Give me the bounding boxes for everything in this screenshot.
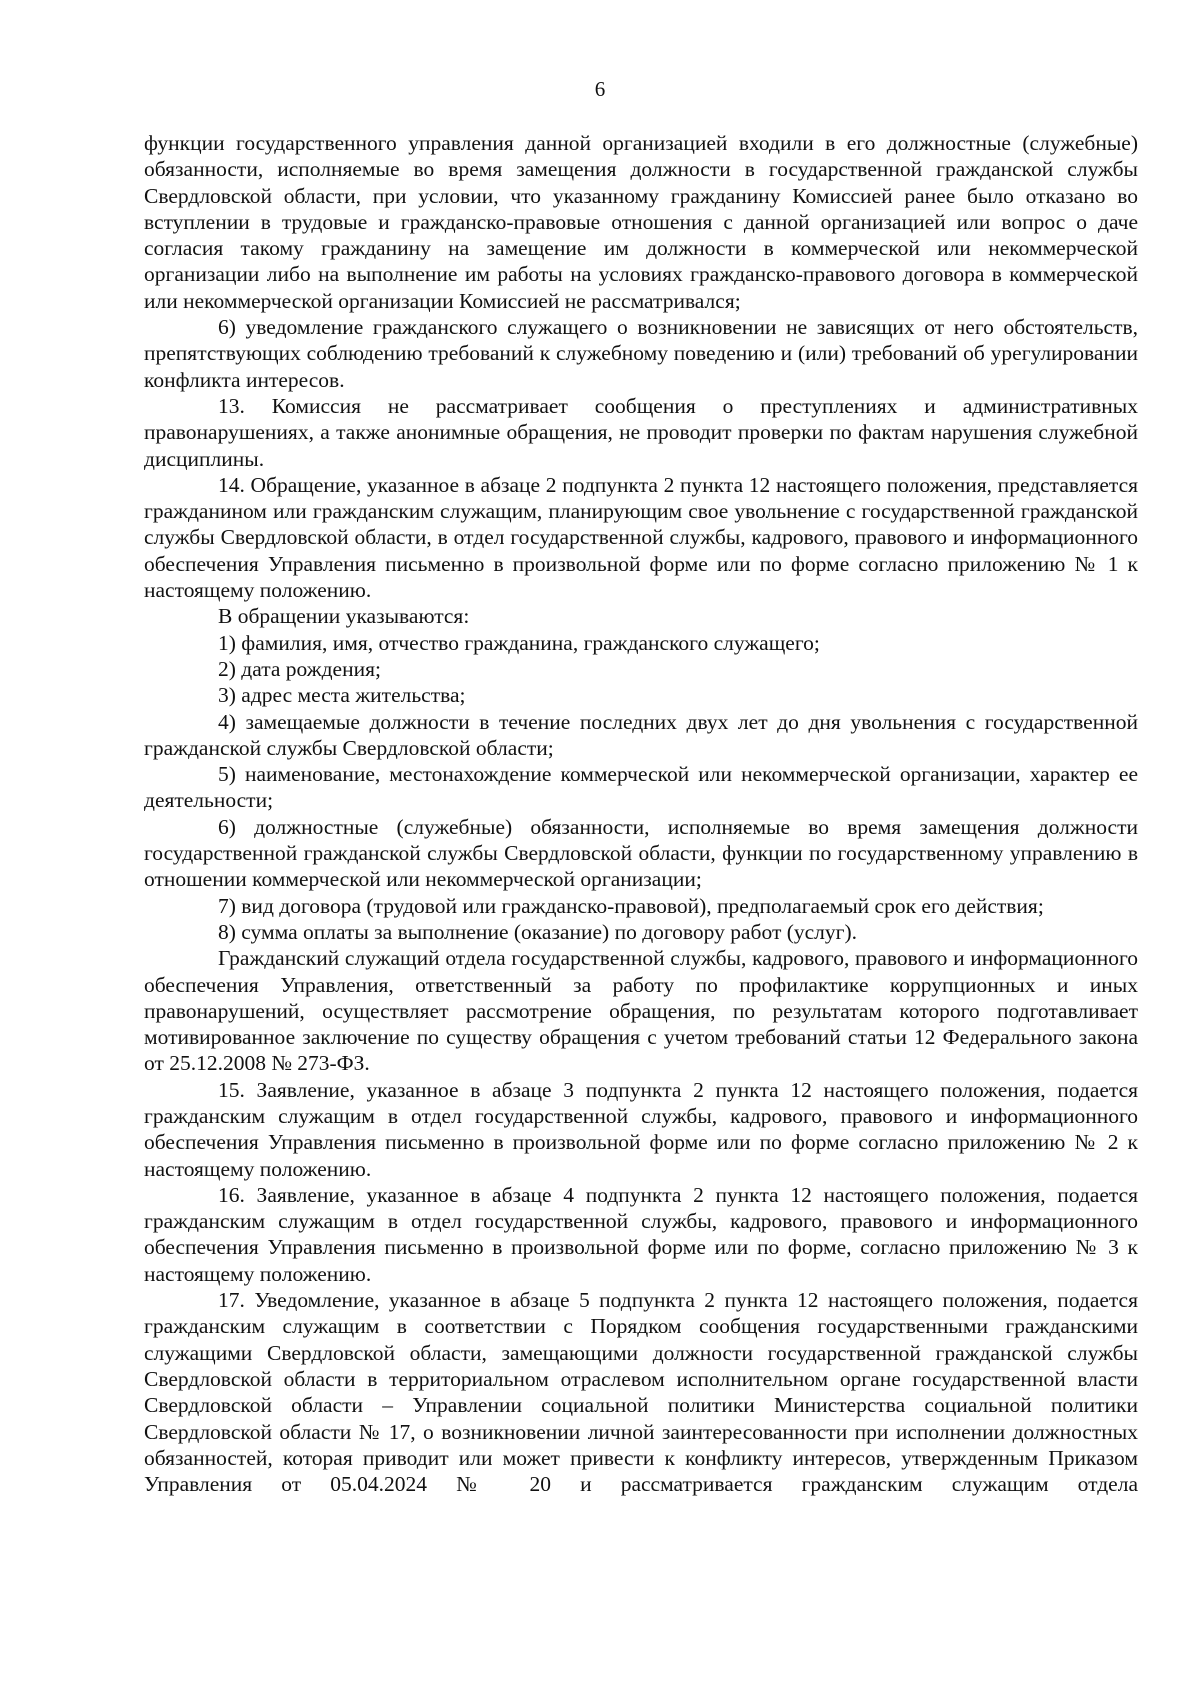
appeal-item-1: 1) фамилия, имя, отчество гражданина, гражданского служащего; [218,630,820,655]
clause-16: 16. Заявление, указанное в абзаце 4 подпункта 2 пункта 12 настоящего положения, подается гражданским служащим в отдел государственной службы, кадрового, правового и информационного обеспечения Управления письменно в произвольной форме или по форме, согласно приложению № 3 к настоящему положению. [144,1182,1138,1286]
appeal-contents-intro: В обращении указываются: [218,604,470,629]
appeal-item-2: 2) дата рождения; [218,656,381,681]
appeal-item-8: 8) сумма оплаты за выполнение (оказание) по договору работ (услуг). [218,919,858,944]
clause-17: 17. Уведомление, указанное в абзаце 5 подпункта 2 пункта 12 настоящего положения, подается гражданским служащим в соответствии с Порядком сообщения государственными гражданскими служащими Свердловской области, замещающими должности государственной гражданской службы Свердловской области в территориальном отраслевом исполнительном органе государственной власти Свердловской области – Управлении социальной политики Министерства социальной политики Свердловской области № 17, о возникновении личной заинтересованности при исполнении должностных обязанностей, которая приводит или может привести к конфликту интересов, утвержденным Приказом Управления от 05.04.2024 № 20 и рассматривается гражданским служащим отдела [144,1288,1138,1497]
list-item-6-notification: 6) уведомление гражданского служащего о возникновении не зависящих от него обстоятельств, препятствующих соблюдению требований к служебному поведению и (или) требований об урегулировании конфликта интересов. [144,315,1138,392]
appeal-item-3: 3) адрес места жительства; [218,683,466,708]
appeal-item-4: 4) замещаемые должности в течение последних двух лет до дня увольнения с государственной гражданской службы Свердловской области; [144,709,1138,760]
document-body [144,130,1138,1497]
appeal-item-6: 6) должностные (служебные) обязанности, исполняемые во время замещения должности государственной гражданской службы Свердловской области, функции по государственному управлению в отношении коммерческой или некоммерческой организации; [144,814,1138,892]
appeal-item-5: 5) наименование, местонахождение коммерческой или некоммерческой организации, характер ее деятельности; [144,762,1138,813]
clause-15: 15. Заявление, указанное в абзаце 3 подпункта 2 пункта 12 настоящего положения, подается гражданским служащим в отдел государственной службы, кадрового, правового и информационного обеспечения Управления письменно в произвольной форме или по форме согласно приложению № 2 к настоящему положению. [144,1077,1138,1181]
paragraph-continuation: функции государственного управления данной организацией входили в его должностные (служебные) обязанности, исполняемые во время замещения должности в государственной гражданской службы Свердловской области, при условии, что указанному гражданину Комиссией ранее было отказано во вступлении в трудовые и гражданско-правовые отношения с данной организацией или вопрос о даче согласия такому гражданину на замещение им должности в коммерческой или некоммерческой организации либо на выполнение им работы на условиях гражданско-правового договора в коммерческой или некоммерческой организации Комиссией не рассматривался; [144,131,1138,313]
clause-14: 14. Обращение, указанное в абзаце 2 подпункта 2 пункта 12 настоящего положения, представляется гражданином или гражданским служащим, планирующим свое увольнение с государственной гражданской службы Свердловской области, в отдел государственной службы, кадрового, правового и информационного обеспечения Управления письменно в произвольной форме или по форме согласно приложению № 1 к настоящему положению. [144,472,1138,603]
responsible-officer-paragraph: Гражданский служащий отдела государственной службы, кадрового, правового и информационного обеспечения Управления, ответственный за работу по профилактике коррупционных и иных правонарушений, осуществляет рассмотрение обращения, по результатам которого подготавливает мотивированное заключение по существу обращения с учетом требований статьи 12 Федерального закона от 25.12.2008 № 273-ФЗ. [144,946,1138,1076]
page-number: 6 [594,77,606,101]
clause-13: 13. Комиссия не рассматривает сообщения о преступлениях и административных правонарушениях, а также анонимные обращения, не проводит проверки по фактам нарушения служебной дисциплины. [144,393,1138,471]
appeal-item-7: 7) вид договора (трудовой или гражданско-правовой), предполагаемый срок его действия; [218,893,1044,918]
